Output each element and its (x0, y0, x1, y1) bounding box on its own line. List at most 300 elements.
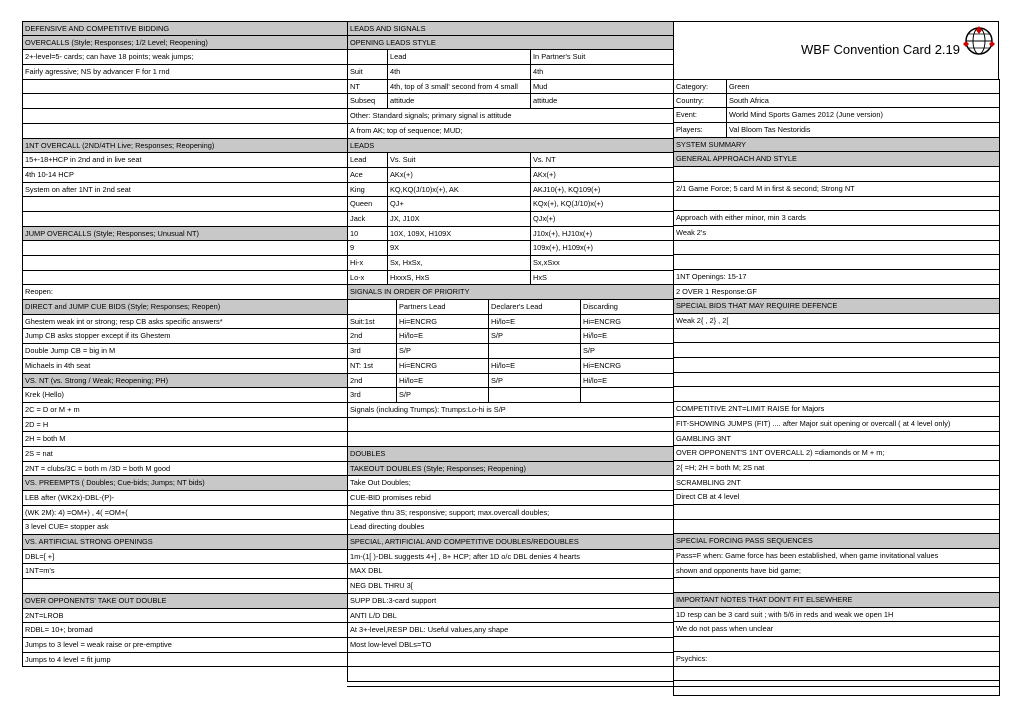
lead-cell: 10 (350, 228, 359, 238)
row-text (23, 256, 347, 270)
section-header (22, 227, 347, 242)
signal-cell: S/P (488, 374, 580, 388)
lead-cell: Suit (350, 67, 363, 77)
card-row (22, 212, 347, 227)
lead-cell: Vs. NT (530, 153, 673, 167)
row-text: Signals (including Trumps): Trumps:Lo-hi is S/P (350, 404, 506, 414)
section-header (347, 462, 673, 477)
card-row (22, 418, 347, 433)
section-header-text: LEADS (350, 140, 375, 150)
section-header-text: TAKEOUT DOUBLES (Style; Responses; Reopening) (350, 463, 526, 473)
section-header (22, 374, 347, 389)
row-text: 2S = nat (25, 448, 53, 458)
card-row (22, 124, 347, 139)
field-label: Category: (676, 82, 709, 91)
section-header-text: SYSTEM SUMMARY (676, 139, 747, 149)
row-text (348, 653, 673, 667)
wbf-globe-logo-icon (962, 24, 996, 58)
signal-cell: Hi/lo=E (488, 315, 580, 329)
section-header-text: VS. PREEMPTS ( Doubles; Cue-bids; Jumps; NT bids) (25, 478, 205, 488)
card-row (22, 491, 347, 506)
lead-cell: KQx(+), KQ(J/10)x(+) (530, 197, 673, 211)
lead-cell: King (350, 184, 365, 194)
card-row (347, 609, 673, 624)
row-text: 15+-18+HCP in 2nd and in live seat (25, 155, 142, 165)
card-row (673, 270, 999, 285)
section-header-text: SPECIAL BIDS THAT MAY REQUIRE DEFENCE (676, 301, 838, 311)
card-row (347, 638, 673, 653)
section-header (22, 476, 347, 491)
card-row (673, 578, 999, 593)
lead-cell: AKx(+) (387, 168, 530, 182)
section-header-text: OVER OPPONENTS' TAKE OUT DOUBLE (25, 595, 167, 605)
row-text: Weak 2{ , 2} , 2[ (676, 316, 729, 325)
lead-cell: 9 (350, 243, 355, 253)
signal-cell: Discarding (580, 300, 673, 314)
section-header (673, 138, 999, 153)
row-text: SUPP DBL:3-card support (350, 595, 437, 605)
card-row (22, 241, 347, 256)
card-row (673, 476, 999, 491)
card-row (347, 344, 673, 359)
card-row (673, 608, 999, 623)
signal-cell: 3rd (350, 390, 361, 400)
row-text (674, 241, 999, 255)
section-header (22, 36, 347, 51)
lead-cell: Queen (350, 199, 373, 209)
row-text: CUE-BID promises rebid (350, 493, 431, 502)
row-text (674, 343, 999, 357)
card-row (673, 622, 999, 637)
lead-cell: Jack (350, 213, 366, 223)
row-text: (WK 2M): 4) =OM+) , 4( =OM+( (25, 507, 128, 517)
card-row (347, 388, 673, 403)
lead-cell: Lo-x (350, 272, 365, 282)
section-header (673, 152, 999, 167)
signal-cell: Hi=ENCRG (396, 315, 488, 329)
card-row (347, 491, 673, 506)
row-text (23, 124, 347, 138)
card-row (22, 609, 347, 624)
row-text: 2D = H (25, 419, 49, 429)
card-row (673, 358, 999, 373)
section-header (22, 594, 347, 609)
field-value: South Africa (726, 94, 998, 108)
row-text: Reopen: (25, 287, 53, 297)
card-row (22, 80, 347, 95)
card-row (347, 300, 673, 315)
signal-cell: Hi/lo=E (488, 359, 580, 373)
card-row (22, 653, 347, 668)
card-row (347, 403, 673, 418)
section-header (347, 36, 673, 51)
signal-cell: S/P (396, 344, 488, 358)
card-row (673, 285, 999, 300)
card-row (673, 402, 999, 417)
signal-cell: S/P (396, 388, 488, 402)
card-row (673, 255, 999, 270)
lead-cell: Lead (387, 50, 530, 64)
card-row (673, 241, 999, 256)
row-text: 2{ =H; 2H = both M; 2S nat (676, 462, 765, 472)
card-row (347, 94, 673, 109)
card-row (347, 374, 673, 389)
card-row (673, 182, 999, 197)
row-text: COMPETITIVE 2NT=LIMIT RAISE for Majors (676, 404, 825, 414)
lead-cell: KQ,KQ(J/10)x(+), AK (387, 183, 530, 197)
field-label: Event: (676, 110, 697, 120)
card-row (22, 638, 347, 653)
lead-cell: 4th, top of 3 small' second from 4 small (387, 80, 530, 94)
signal-cell: Hi/lo=E (396, 374, 488, 388)
row-text: Negative thru 3S; responsive; support; max.overcall doubles; (350, 507, 550, 517)
lead-cell: 9X (387, 241, 530, 255)
signal-cell (488, 388, 580, 402)
card-row (347, 212, 673, 227)
card-row (347, 329, 673, 344)
row-text (674, 578, 999, 592)
signal-cell: 2nd (350, 375, 363, 385)
row-text (348, 432, 673, 446)
section-header (347, 139, 673, 154)
card-row (347, 153, 673, 168)
lead-cell: In Partner's Suit (530, 50, 673, 64)
row-text (674, 358, 999, 372)
card-row (673, 226, 999, 241)
row-text: Double Jump CB = big in M (25, 346, 116, 356)
lead-cell: HxxxS, HxS (387, 271, 530, 285)
card-row (673, 373, 999, 388)
signal-cell: Hi/lo=E (580, 374, 673, 388)
card-row (673, 490, 999, 505)
card-row (22, 447, 347, 462)
card-row (22, 550, 347, 565)
lead-cell: QJx(+) (530, 212, 673, 226)
row-text: Lead directing doubles (350, 522, 425, 532)
card-row (22, 271, 347, 286)
row-text (674, 387, 999, 401)
card-row (673, 387, 999, 402)
lead-cell: Hi-x (350, 258, 364, 267)
row-text: Direct CB at 4 level (676, 492, 740, 502)
card-row (22, 462, 347, 477)
signal-cell: Hi/lo=E (580, 329, 673, 343)
row-text (23, 212, 347, 226)
row-text (674, 681, 999, 695)
row-text: Jump CB asks stopper except if its Ghestem (25, 331, 171, 341)
signal-cell (488, 344, 580, 358)
row-text: Most low-level DBLs=TO (350, 639, 432, 649)
card-row (673, 314, 999, 329)
card-row (22, 623, 347, 638)
card-row (673, 123, 999, 138)
row-text: GAMBLING 3NT (676, 433, 732, 443)
card-row (673, 167, 999, 182)
row-text (23, 271, 347, 285)
card-row (22, 109, 347, 124)
row-text: ANTI L/D DBL (350, 610, 397, 620)
lead-cell: Sx,xSxx (530, 256, 673, 270)
row-text: Approach with either minor, min 3 cards (676, 213, 806, 223)
lead-cell: Sx, HxSx, (387, 256, 530, 270)
card-row (22, 329, 347, 344)
lead-cell: 109x(+), H109x(+) (530, 241, 673, 255)
row-text: 2+-level=5- cards; can have 18 points; weak jumps; (25, 52, 194, 62)
lead-cell: Mud (530, 80, 673, 94)
row-text: Fairly agressive; NS by advancer F for 1 rnd (25, 67, 170, 77)
lead-cell: attitude (387, 94, 530, 108)
row-text: Krek (Hello) (25, 390, 65, 400)
signal-cell: NT: 1st (350, 360, 373, 370)
row-text: Weak 2's (676, 227, 707, 237)
card-row (22, 344, 347, 359)
card-row (22, 65, 347, 80)
bottom-rule (347, 686, 999, 687)
card-row (347, 241, 673, 256)
section-header-text: JUMP OVERCALLS (Style; Responses; Unusual NT) (25, 228, 200, 238)
card-row (22, 520, 347, 535)
row-text (674, 373, 999, 387)
card-row (673, 520, 999, 535)
row-text: MAX DBL (350, 566, 383, 576)
column-leads-signals (347, 21, 673, 682)
section-header-text: SPECIAL FORCING PASS SEQUENCES (676, 536, 813, 546)
card-row (347, 227, 673, 242)
row-text (23, 197, 347, 211)
row-text (23, 579, 347, 593)
section-header (22, 139, 347, 154)
lead-cell: Ace (350, 169, 363, 179)
lead-cell: J10x(+), HJ10x(+) (530, 227, 673, 241)
row-text (674, 329, 999, 343)
card-row (347, 476, 673, 491)
card-row (22, 168, 347, 183)
card-row (673, 652, 999, 667)
section-header-text: DEFENSIVE AND COMPETITIVE BIDDING (25, 24, 170, 33)
lead-cell (348, 50, 387, 64)
card-row (347, 271, 673, 286)
card-row (22, 153, 347, 168)
lead-cell: QJ+ (387, 197, 530, 211)
lead-cell: attitude (530, 94, 673, 108)
card-title-box (673, 21, 999, 79)
section-header (347, 21, 673, 36)
row-text (348, 418, 673, 432)
row-text: LEB after (WK2x)-DBL-(P)- (25, 493, 115, 502)
lead-cell: HxS (530, 271, 673, 285)
card-row (22, 579, 347, 594)
card-row (673, 564, 999, 579)
row-text: FIT-SHOWING JUMPS (FIT) .... after Major suit opening or overcall ( at 4 level only) (676, 418, 951, 428)
card-row (673, 79, 999, 94)
column-defensive-bidding (22, 21, 347, 667)
card-row (673, 329, 999, 344)
section-header-text: DIRECT and JUMP CUE BIDS (Style; Responses; Reopen) (25, 302, 221, 312)
row-text: 2/1 Game Force; 5 card M in first & second; Strong NT (676, 183, 855, 193)
section-header-text: 1NT OVERCALL (2ND/4TH Live; Responses; Reopening) (25, 140, 215, 150)
section-header-text: SIGNALS IN ORDER OF PRIORITY (350, 287, 470, 297)
card-row (347, 124, 673, 139)
signal-cell: Suit:1st (350, 316, 375, 326)
card-row (22, 50, 347, 65)
card-row (673, 667, 999, 682)
lead-cell: NT (350, 81, 360, 91)
row-text: 2C = D or M + m (25, 404, 80, 414)
card-row (347, 256, 673, 271)
row-text (23, 94, 347, 108)
card-row (347, 183, 673, 198)
row-text (674, 520, 999, 534)
section-header (673, 299, 999, 314)
card-row (673, 197, 999, 212)
row-text: Take Out Doubles; (350, 478, 411, 488)
column-system-summary (673, 79, 1000, 696)
signal-cell: Hi=ENCRG (396, 359, 488, 373)
card-row (347, 359, 673, 374)
card-row (347, 653, 673, 668)
lead-cell: 10X, 109X, H109X (387, 227, 530, 241)
card-row (22, 94, 347, 109)
field-value: Val Bloom Tas Nestoridis (726, 123, 998, 137)
card-title: WBF Convention Card 2.19 (801, 42, 960, 57)
card-row (673, 417, 999, 432)
row-text: 1m-(1[ )-DBL suggests 4+] , 8+ HCP; after 1D o/c DBL denies 4 hearts (350, 551, 580, 561)
section-header-text: OVERCALLS (Style; Responses; 1/2 Level; Reopening) (25, 37, 208, 47)
signal-cell: 3rd (350, 346, 361, 356)
signal-cell: S/P (580, 344, 673, 358)
card-row (22, 564, 347, 579)
row-text: 1NT=m's (25, 566, 55, 576)
lead-cell: JX, J10X (387, 212, 530, 226)
row-text: 2 OVER 1 Response:GF (676, 286, 757, 296)
section-header-text: IMPORTANT NOTES THAT DON'T FIT ELSEWHERE (676, 595, 853, 605)
card-row (347, 50, 673, 65)
signal-cell: Hi/lo=E (396, 329, 488, 343)
card-row (22, 256, 347, 271)
section-header (22, 21, 347, 36)
row-text: OVER OPPONENT'S 1NT OVERCALL 2) =diamonds or M + m; (676, 448, 885, 458)
card-row (347, 109, 673, 124)
row-text (23, 241, 347, 255)
row-text (674, 637, 999, 651)
card-row (347, 418, 673, 433)
section-header (347, 285, 673, 300)
card-row (347, 65, 673, 80)
card-row (673, 549, 999, 564)
card-row (673, 432, 999, 447)
card-row (347, 667, 673, 682)
field-label: Country: (676, 95, 704, 105)
card-row (673, 446, 999, 461)
section-header-text: OPENING LEADS STYLE (350, 37, 436, 47)
section-header (347, 447, 673, 462)
card-row (22, 403, 347, 418)
card-row (347, 80, 673, 95)
lead-cell: Subseq (350, 96, 376, 106)
field-label: Players: (676, 125, 703, 135)
row-text (23, 80, 347, 94)
card-row (22, 315, 347, 330)
lead-cell: Lead (350, 155, 367, 165)
lead-cell: Vs. Suit (387, 153, 530, 167)
row-text: Psychics: (676, 653, 708, 663)
card-row (347, 315, 673, 330)
card-row (673, 637, 999, 652)
signal-cell: Partners Lead (396, 300, 488, 314)
row-text (348, 667, 673, 681)
signal-cell: 2nd (350, 331, 363, 341)
row-text: A from AK; top of sequence; MUD; (350, 125, 463, 135)
row-text: We do not pass when unclear (676, 624, 774, 634)
card-row (673, 461, 999, 476)
card-row (347, 197, 673, 212)
field-value: World Mind Sports Games 2012 (June version) (726, 108, 998, 122)
section-header (673, 534, 999, 549)
card-row (673, 94, 999, 109)
row-text: 1NT Openings: 15-17 (676, 271, 747, 281)
lead-cell: AKx(+) (530, 168, 673, 182)
row-text: 4th 10-14 HCP (25, 169, 74, 179)
row-text (674, 197, 999, 211)
row-text: Jumps to 4 level = fit jump (25, 654, 111, 664)
signal-cell: Hi=ENCRG (580, 359, 673, 373)
signal-cell (348, 300, 396, 314)
card-row (22, 285, 347, 300)
row-text: 2NT=LROB (25, 610, 64, 620)
card-row (673, 108, 999, 123)
section-header (673, 593, 999, 608)
row-text: Other: Standard signals; primary signal is attitude (350, 111, 512, 121)
row-text: 3 level CUE= stopper ask (25, 522, 109, 532)
card-row (347, 168, 673, 183)
row-text (674, 505, 999, 519)
row-text: 2H = both M (25, 434, 66, 444)
card-row (347, 520, 673, 535)
card-row (673, 681, 999, 696)
card-row (347, 579, 673, 594)
card-row (22, 197, 347, 212)
card-row (673, 211, 999, 226)
row-text: DBL=[ +] (25, 551, 55, 561)
row-text: Pass=F when: Game force has been established, when game invitational values (676, 551, 939, 560)
card-row (22, 432, 347, 447)
row-text: RDBL= 10+; bromad (25, 625, 93, 635)
card-row (22, 506, 347, 521)
row-text: Michaels in 4th seat (25, 360, 91, 370)
row-text (23, 109, 347, 123)
row-text: shown and opponents have bid game; (676, 565, 801, 575)
card-row (347, 506, 673, 521)
card-row (347, 432, 673, 447)
card-row (347, 564, 673, 579)
row-text: SCRAMBLING 2NT (676, 477, 741, 487)
row-text: Jumps to 3 level = weak raise or pre-emptive (25, 639, 172, 649)
card-row (22, 183, 347, 198)
card-row (347, 594, 673, 609)
section-header-text: VS. NT (vs. Strong / Weak; Reopening; PH) (25, 375, 169, 385)
field-value: Green (726, 80, 998, 93)
signal-cell: Declarer's Lead (488, 300, 580, 314)
lead-cell: 4th (387, 65, 530, 79)
section-header (22, 300, 347, 315)
section-header-text: LEADS AND SIGNALS (350, 24, 426, 33)
row-text: NEG DBL THRU 3[ (350, 581, 413, 591)
card-row (673, 343, 999, 358)
card-row (673, 505, 999, 520)
signal-cell: Hi=ENCRG (580, 315, 673, 329)
card-row (22, 388, 347, 403)
row-text: 1D resp can be 3 card suit ; with 5/6 in reds and weak we open 1H (676, 609, 894, 619)
